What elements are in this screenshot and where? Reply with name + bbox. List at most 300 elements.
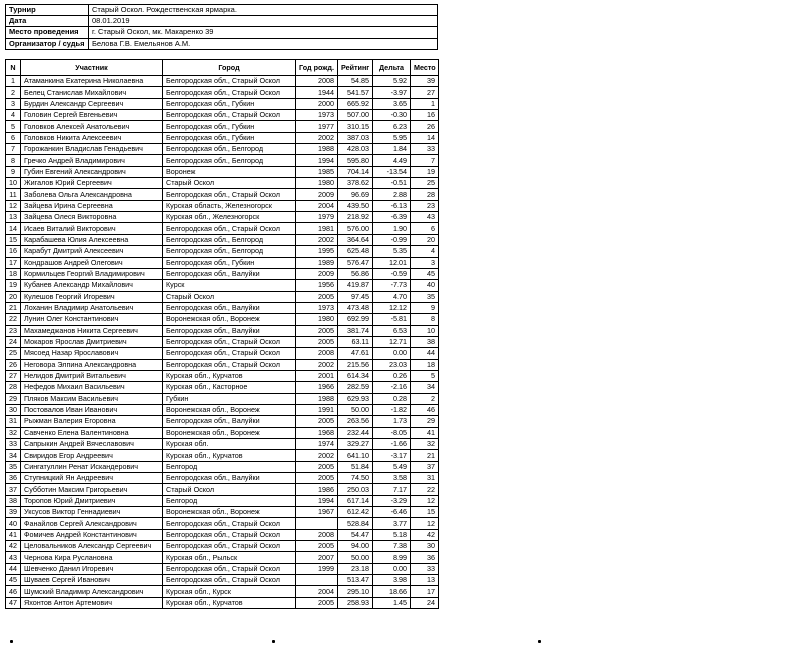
- delta: -8.05: [373, 427, 411, 438]
- participant-city: Курская обл., Курчатов: [163, 450, 296, 461]
- participant-name: Белец Станислав Михайлович: [21, 87, 163, 98]
- rating: 295.10: [338, 586, 373, 597]
- place: 44: [411, 348, 439, 359]
- birth-year: 1977: [296, 121, 338, 132]
- table-row: [6, 427, 439, 438]
- row-number: 13: [6, 212, 21, 223]
- rating: 614.34: [338, 370, 373, 381]
- place: 39: [411, 76, 439, 87]
- participant-city: Белгородская обл., Валуйки: [163, 268, 296, 279]
- rating: 381.74: [338, 325, 373, 336]
- participant-city: Белгородская обл., Губкин: [163, 132, 296, 143]
- footer-mark: [538, 640, 541, 643]
- participant-name: Субботин Максим Григорьевич: [21, 484, 163, 495]
- row-number: 1: [6, 76, 21, 87]
- rating: 329.27: [338, 439, 373, 450]
- row-number: 21: [6, 302, 21, 313]
- row-number: 23: [6, 325, 21, 336]
- birth-year: 1967: [296, 507, 338, 518]
- rating: 63.11: [338, 336, 373, 347]
- birth-year: 2005: [296, 336, 338, 347]
- header-delta: Дельта: [373, 60, 411, 76]
- rating: 513.47: [338, 575, 373, 586]
- birth-year: 2009: [296, 268, 338, 279]
- delta: 1.45: [373, 597, 411, 608]
- rating: 97.45: [338, 291, 373, 302]
- delta: -2.16: [373, 382, 411, 393]
- delta: 23.03: [373, 359, 411, 370]
- birth-year: 1995: [296, 246, 338, 257]
- header-place: Место: [411, 60, 439, 76]
- rating: 378.62: [338, 178, 373, 189]
- info-row: [6, 27, 438, 38]
- delta: -5.81: [373, 314, 411, 325]
- delta: -0.51: [373, 178, 411, 189]
- rating: 528.84: [338, 518, 373, 529]
- participant-name: Сапрыкин Андрей Вячеславович: [21, 439, 163, 450]
- table-row: [6, 348, 439, 359]
- place: 19: [411, 166, 439, 177]
- participant-name: Целовальников Александр Сергеевич: [21, 541, 163, 552]
- table-row: [6, 268, 439, 279]
- row-number: 27: [6, 370, 21, 381]
- rating: 96.69: [338, 189, 373, 200]
- rating: 282.59: [338, 382, 373, 393]
- participant-name: Мокаров Ярослав Дмитриевич: [21, 336, 163, 347]
- birth-year: 1981: [296, 223, 338, 234]
- row-number: 43: [6, 552, 21, 563]
- birth-year: 2002: [296, 234, 338, 245]
- participant-name: Чернова Кира Руслановна: [21, 552, 163, 563]
- participant-city: Белгородская обл., Валуйки: [163, 302, 296, 313]
- row-number: 29: [6, 393, 21, 404]
- row-number: 26: [6, 359, 21, 370]
- birth-year: 2008: [296, 76, 338, 87]
- table-row: [6, 325, 439, 336]
- row-number: 46: [6, 586, 21, 597]
- rating: 439.50: [338, 200, 373, 211]
- participant-city: Воронежская обл., Воронеж: [163, 427, 296, 438]
- rating: 250.03: [338, 484, 373, 495]
- delta: 3.98: [373, 575, 411, 586]
- table-row: [6, 597, 439, 608]
- row-number: 3: [6, 98, 21, 109]
- participant-name: Кубанев Александр Михайлович: [21, 280, 163, 291]
- place: 5: [411, 370, 439, 381]
- participant-name: Неговора Элпина Александровна: [21, 359, 163, 370]
- row-number: 25: [6, 348, 21, 359]
- participant-name: Махамеджанов Никита Сергеевич: [21, 325, 163, 336]
- delta: 1.73: [373, 416, 411, 427]
- participant-name: Карабут Дмитрий Алексеевич: [21, 246, 163, 257]
- table-row: [6, 212, 439, 223]
- birth-year: 2000: [296, 98, 338, 109]
- table-row: [6, 529, 439, 540]
- row-number: 28: [6, 382, 21, 393]
- place: 12: [411, 495, 439, 506]
- row-number: 4: [6, 110, 21, 121]
- row-number: 34: [6, 450, 21, 461]
- birth-year: 1979: [296, 212, 338, 223]
- row-number: 19: [6, 280, 21, 291]
- participant-name: Кулешов Георгий Игоревич: [21, 291, 163, 302]
- table-row: [6, 234, 439, 245]
- participant-name: Торопов Юрий Дмитриевич: [21, 495, 163, 506]
- birth-year: 1973: [296, 110, 338, 121]
- participant-name: Шумский Владимир Александрович: [21, 586, 163, 597]
- rating: 263.56: [338, 416, 373, 427]
- delta: 7.17: [373, 484, 411, 495]
- table-row: [6, 575, 439, 586]
- participant-city: Белгородская обл., Старый Оскол: [163, 223, 296, 234]
- participant-city: Воронежская обл., Воронеж: [163, 404, 296, 415]
- place: 34: [411, 382, 439, 393]
- rating: 50.00: [338, 552, 373, 563]
- participant-name: Кондрашов Андрей Олегович: [21, 257, 163, 268]
- delta: -0.59: [373, 268, 411, 279]
- rating: 629.93: [338, 393, 373, 404]
- participant-name: Гречко Андрей Владимирович: [21, 155, 163, 166]
- row-number: 39: [6, 507, 21, 518]
- participant-city: Белгородская обл., Губкин: [163, 257, 296, 268]
- row-number: 47: [6, 597, 21, 608]
- table-row: [6, 473, 439, 484]
- participant-name: Уксусов Виктор Геннадиевич: [21, 507, 163, 518]
- table-row: [6, 382, 439, 393]
- table-row: [6, 552, 439, 563]
- participant-city: Белгородская обл., Валуйки: [163, 416, 296, 427]
- place: 12: [411, 518, 439, 529]
- header-participant: Участник: [21, 60, 163, 76]
- row-number: 31: [6, 416, 21, 427]
- participant-city: Белгородская обл., Губкин: [163, 98, 296, 109]
- birth-year: 1994: [296, 495, 338, 506]
- table-row: [6, 404, 439, 415]
- info-label: Дата: [6, 16, 89, 27]
- table-row: [6, 155, 439, 166]
- row-number: 38: [6, 495, 21, 506]
- place: 27: [411, 87, 439, 98]
- table-row: [6, 121, 439, 132]
- table-row: [6, 200, 439, 211]
- info-value: г. Старый Оскол, мк. Макаренко 39: [89, 27, 438, 38]
- row-number: 9: [6, 166, 21, 177]
- rating: 215.56: [338, 359, 373, 370]
- delta: 7.38: [373, 541, 411, 552]
- delta: 1.84: [373, 144, 411, 155]
- delta: 4.49: [373, 155, 411, 166]
- participant-city: Белгородская обл., Старый Оскол: [163, 189, 296, 200]
- participant-name: Савченко Елена Валентиновна: [21, 427, 163, 438]
- place: 46: [411, 404, 439, 415]
- row-number: 35: [6, 461, 21, 472]
- delta: 12.12: [373, 302, 411, 313]
- birth-year: 1986: [296, 484, 338, 495]
- delta: -0.99: [373, 234, 411, 245]
- participant-name: Сингатуллин Ренат Искандерович: [21, 461, 163, 472]
- row-number: 33: [6, 439, 21, 450]
- participant-city: Курская обл., Курск: [163, 586, 296, 597]
- row-number: 18: [6, 268, 21, 279]
- place: 23: [411, 200, 439, 211]
- participant-city: Старый Оскол: [163, 178, 296, 189]
- delta: 6.53: [373, 325, 411, 336]
- header-city: Город: [163, 60, 296, 76]
- participant-name: Мясоед Назар Ярославович: [21, 348, 163, 359]
- place: 32: [411, 439, 439, 450]
- participant-city: Белгородская обл., Белгород: [163, 155, 296, 166]
- delta: -13.54: [373, 166, 411, 177]
- row-number: 5: [6, 121, 21, 132]
- birth-year: 2005: [296, 291, 338, 302]
- delta: -3.29: [373, 495, 411, 506]
- delta: 4.70: [373, 291, 411, 302]
- place: 1: [411, 98, 439, 109]
- rating: 665.92: [338, 98, 373, 109]
- rating: 641.10: [338, 450, 373, 461]
- rating: 692.99: [338, 314, 373, 325]
- rating: 473.48: [338, 302, 373, 313]
- row-number: 41: [6, 529, 21, 540]
- participant-name: Лунин Олег Константинович: [21, 314, 163, 325]
- participant-name: Нефедов Михаил Васильевич: [21, 382, 163, 393]
- birth-year: 2004: [296, 586, 338, 597]
- footer-mark: [272, 640, 275, 643]
- delta: 5.18: [373, 529, 411, 540]
- participant-city: Курская обл., Курчатов: [163, 370, 296, 381]
- table-row: [6, 280, 439, 291]
- participant-city: Белгородская обл., Белгород: [163, 246, 296, 257]
- header-row: [6, 60, 439, 76]
- players-table-body: [6, 76, 439, 609]
- place: 24: [411, 597, 439, 608]
- participant-name: Кормильцев Георгий Владимирович: [21, 268, 163, 279]
- rating: 576.00: [338, 223, 373, 234]
- participant-name: Бурдин Александр Сергеевич: [21, 98, 163, 109]
- participant-name: Карабашева Юлия Алексеевна: [21, 234, 163, 245]
- info-label: Организатор / судья: [6, 38, 89, 49]
- birth-year: 1968: [296, 427, 338, 438]
- rating: 23.18: [338, 563, 373, 574]
- row-number: 45: [6, 575, 21, 586]
- participant-name: Постовалов Иван Иванович: [21, 404, 163, 415]
- delta: 5.92: [373, 76, 411, 87]
- place: 16: [411, 110, 439, 121]
- rating: 56.86: [338, 268, 373, 279]
- row-number: 20: [6, 291, 21, 302]
- participant-city: Белгород: [163, 495, 296, 506]
- birth-year: 2008: [296, 529, 338, 540]
- participant-name: Фомичев Андрей Константинович: [21, 529, 163, 540]
- rating: 74.50: [338, 473, 373, 484]
- delta: 12.01: [373, 257, 411, 268]
- row-number: 32: [6, 427, 21, 438]
- row-number: 44: [6, 563, 21, 574]
- participant-city: Курская обл., Железногорск: [163, 212, 296, 223]
- rating: 47.61: [338, 348, 373, 359]
- info-label: Место проведения: [6, 27, 89, 38]
- row-number: 40: [6, 518, 21, 529]
- place: 43: [411, 212, 439, 223]
- place: 26: [411, 121, 439, 132]
- birth-year: 1991: [296, 404, 338, 415]
- place: 3: [411, 257, 439, 268]
- participant-city: Курск: [163, 280, 296, 291]
- participant-name: Заболева Ольга Александровна: [21, 189, 163, 200]
- birth-year: 2005: [296, 473, 338, 484]
- rating: 94.00: [338, 541, 373, 552]
- birth-year: [296, 518, 338, 529]
- info-row: [6, 5, 438, 16]
- participant-name: Свиридов Егор Андреевич: [21, 450, 163, 461]
- place: 42: [411, 529, 439, 540]
- participant-city: Белгородская обл., Старый Оскол: [163, 110, 296, 121]
- participant-city: Курская область, Железногорск: [163, 200, 296, 211]
- place: 8: [411, 314, 439, 325]
- info-value: 08.01.2019: [89, 16, 438, 27]
- table-row: [6, 563, 439, 574]
- participant-city: Белгородская обл., Валуйки: [163, 473, 296, 484]
- row-number: 16: [6, 246, 21, 257]
- participant-city: Белгородская обл., Старый Оскол: [163, 563, 296, 574]
- participant-name: Фанайлов Сергей Александрович: [21, 518, 163, 529]
- row-number: 6: [6, 132, 21, 143]
- info-value: Старый Оскол. Рождественская ярмарка.: [89, 5, 438, 16]
- rating: 507.00: [338, 110, 373, 121]
- place: 13: [411, 575, 439, 586]
- delta: 18.66: [373, 586, 411, 597]
- birth-year: 1973: [296, 302, 338, 313]
- row-number: 17: [6, 257, 21, 268]
- participant-city: Белгородская обл., Белгород: [163, 234, 296, 245]
- rating: 704.14: [338, 166, 373, 177]
- table-row: [6, 223, 439, 234]
- place: 21: [411, 450, 439, 461]
- birth-year: 2007: [296, 552, 338, 563]
- delta: 2.88: [373, 189, 411, 200]
- place: 33: [411, 563, 439, 574]
- delta: 5.95: [373, 132, 411, 143]
- birth-year: 1980: [296, 314, 338, 325]
- rating: 595.80: [338, 155, 373, 166]
- birth-year: 2005: [296, 597, 338, 608]
- rating: 218.92: [338, 212, 373, 223]
- participant-city: Белгородская обл., Валуйки: [163, 325, 296, 336]
- participant-name: Шуваев Сергей Иванович: [21, 575, 163, 586]
- rating: 364.64: [338, 234, 373, 245]
- table-row: [6, 416, 439, 427]
- rating: 612.42: [338, 507, 373, 518]
- participant-city: Губкин: [163, 393, 296, 404]
- table-row: [6, 314, 439, 325]
- birth-year: 1944: [296, 87, 338, 98]
- place: 7: [411, 155, 439, 166]
- place: 37: [411, 461, 439, 472]
- table-row: [6, 98, 439, 109]
- participant-name: Головков Алексей Анатольевич: [21, 121, 163, 132]
- delta: -6.39: [373, 212, 411, 223]
- birth-year: 1988: [296, 144, 338, 155]
- delta: -6.13: [373, 200, 411, 211]
- participant-name: Пляков Максим Васильевич: [21, 393, 163, 404]
- place: 31: [411, 473, 439, 484]
- rating: 54.47: [338, 529, 373, 540]
- birth-year: 1956: [296, 280, 338, 291]
- delta: -0.30: [373, 110, 411, 121]
- birth-year: 1999: [296, 563, 338, 574]
- info-label: Турнир: [6, 5, 89, 16]
- place: 30: [411, 541, 439, 552]
- delta: 0.00: [373, 348, 411, 359]
- delta: -3.17: [373, 450, 411, 461]
- participant-city: Курская обл., Рыльск: [163, 552, 296, 563]
- participant-city: Белгородская обл., Белгород: [163, 144, 296, 155]
- table-row: [6, 393, 439, 404]
- table-row: [6, 495, 439, 506]
- rating: 258.93: [338, 597, 373, 608]
- place: 28: [411, 189, 439, 200]
- delta: -7.73: [373, 280, 411, 291]
- birth-year: 2009: [296, 189, 338, 200]
- rating: 232.44: [338, 427, 373, 438]
- row-number: 15: [6, 234, 21, 245]
- participant-city: Белгородская обл., Старый Оскол: [163, 359, 296, 370]
- participant-name: Зайцева Ирина Сергеевна: [21, 200, 163, 211]
- footer-marks: [0, 638, 800, 645]
- delta: 6.23: [373, 121, 411, 132]
- participant-name: Жигалов Юрий Сергеевич: [21, 178, 163, 189]
- table-row: [6, 336, 439, 347]
- table-row: [6, 450, 439, 461]
- table-row: [6, 507, 439, 518]
- row-number: 24: [6, 336, 21, 347]
- delta: 3.58: [373, 473, 411, 484]
- table-row: [6, 87, 439, 98]
- birth-year: 2002: [296, 359, 338, 370]
- participant-name: Зайцева Олеся Викторовна: [21, 212, 163, 223]
- place: 15: [411, 507, 439, 518]
- table-row: [6, 110, 439, 121]
- delta: 0.26: [373, 370, 411, 381]
- table-row: [6, 178, 439, 189]
- row-number: 7: [6, 144, 21, 155]
- place: 22: [411, 484, 439, 495]
- tournament-info-body: [6, 5, 438, 50]
- table-row: [6, 541, 439, 552]
- participant-city: Воронежская обл., Воронеж: [163, 314, 296, 325]
- delta: 5.35: [373, 246, 411, 257]
- place: 33: [411, 144, 439, 155]
- participant-name: Лоханин Владимир Анатольевич: [21, 302, 163, 313]
- row-number: 2: [6, 87, 21, 98]
- rating: 576.47: [338, 257, 373, 268]
- birth-year: [296, 575, 338, 586]
- delta: 12.71: [373, 336, 411, 347]
- table-row: [6, 76, 439, 87]
- table-row: [6, 518, 439, 529]
- rating: 387.03: [338, 132, 373, 143]
- place: 17: [411, 586, 439, 597]
- table-row: [6, 370, 439, 381]
- participant-city: Белгородская обл., Старый Оскол: [163, 541, 296, 552]
- birth-year: 2002: [296, 450, 338, 461]
- row-number: 42: [6, 541, 21, 552]
- participant-city: Белгородская обл., Старый Оскол: [163, 87, 296, 98]
- birth-year: 1994: [296, 155, 338, 166]
- row-number: 36: [6, 473, 21, 484]
- participant-city: Белгородская обл., Старый Оскол: [163, 76, 296, 87]
- participant-city: Старый Оскол: [163, 484, 296, 495]
